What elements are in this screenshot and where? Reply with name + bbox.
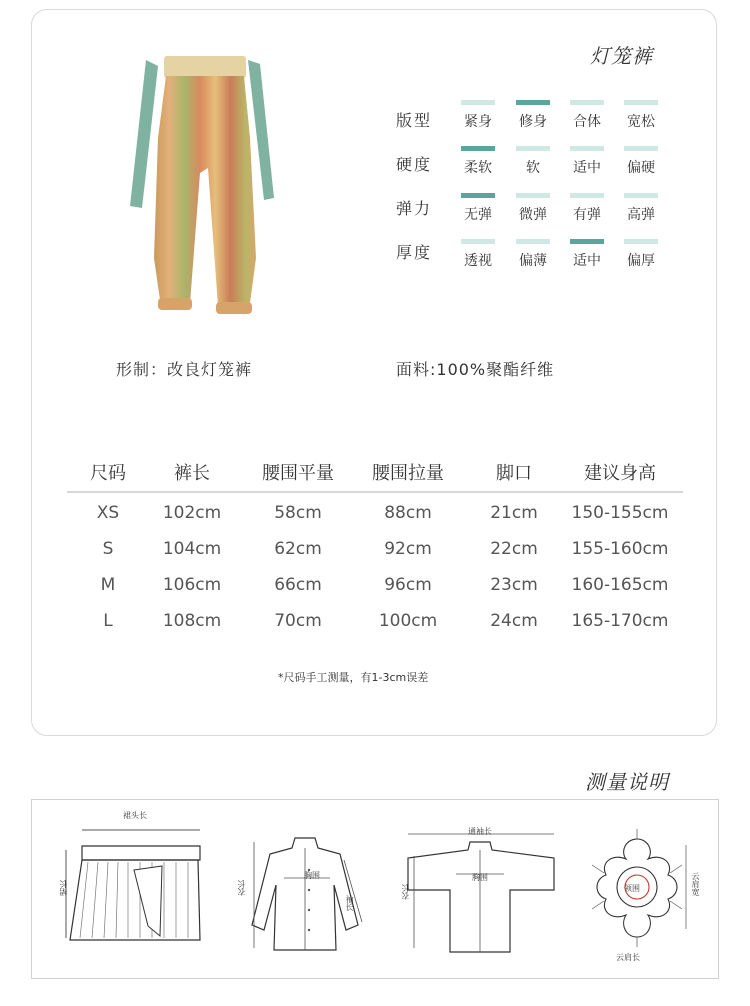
collar-center-label: 领围 bbox=[624, 884, 640, 893]
fit-option-loose: 宽松 bbox=[624, 100, 658, 131]
skirt-length-label: 裙长 bbox=[59, 880, 68, 896]
table-cell: 165-170cm bbox=[571, 611, 669, 631]
table-cell: 102cm bbox=[162, 503, 222, 523]
measure-section-title: 测量说明 bbox=[585, 770, 669, 794]
fit-option-slim: 修身 bbox=[516, 100, 550, 131]
cloud-shoulder-width-label: 云肩宽 bbox=[691, 872, 700, 896]
table-divider bbox=[67, 491, 683, 493]
table-cell: 150-155cm bbox=[571, 503, 669, 523]
table-cell: L bbox=[103, 611, 113, 631]
table-header-size: 尺码 bbox=[90, 463, 126, 484]
table-cell: 104cm bbox=[162, 539, 222, 559]
hardness-option-soft: 柔软 bbox=[461, 146, 495, 177]
hardness-option-soft2: 软 bbox=[516, 146, 550, 177]
table-cell: 66cm bbox=[274, 575, 322, 595]
table-header-waist-flat: 腰围平量 bbox=[262, 463, 334, 484]
shirt-sleeve-label: 袖长 bbox=[345, 895, 354, 911]
elasticity-option-some: 有弹 bbox=[570, 193, 604, 224]
table-cell: 21cm bbox=[490, 503, 538, 523]
table-cell: 96cm bbox=[384, 575, 432, 595]
attr-label-thickness: 厚度 bbox=[396, 243, 433, 262]
table-cell: M bbox=[100, 575, 116, 595]
table-cell: 58cm bbox=[274, 503, 322, 523]
shirt-chest-label: 胸围 bbox=[304, 871, 320, 880]
thickness-option-medium: 适中 bbox=[570, 239, 604, 270]
elasticity-option-high: 高弹 bbox=[624, 193, 658, 224]
thickness-option-thin: 偏薄 bbox=[516, 239, 550, 270]
table-cell: 155-160cm bbox=[571, 539, 669, 559]
table-cell: 92cm bbox=[384, 539, 432, 559]
table-cell: 106cm bbox=[162, 575, 222, 595]
skirt-diagram-icon bbox=[60, 810, 210, 960]
shirt-length-label: 衣长 bbox=[237, 880, 246, 896]
table-cell: S bbox=[102, 539, 114, 559]
jacket-diagram-icon bbox=[400, 828, 560, 960]
table-header-height: 建议身高 bbox=[584, 463, 656, 484]
table-cell: 70cm bbox=[274, 611, 322, 631]
fit-option-regular: 合体 bbox=[570, 100, 604, 131]
table-cell: 22cm bbox=[490, 539, 538, 559]
table-header-hem: 脚口 bbox=[496, 463, 532, 484]
skirt-waist-label: 裙头长 bbox=[123, 811, 147, 820]
table-header-waist-stretch: 腰围拉量 bbox=[372, 463, 444, 484]
jacket-length-label: 衣长 bbox=[401, 884, 410, 900]
elasticity-option-none: 无弹 bbox=[461, 193, 495, 224]
table-cell: XS bbox=[96, 503, 120, 523]
table-cell: 108cm bbox=[162, 611, 222, 631]
table-cell: 23cm bbox=[490, 575, 538, 595]
cloud-shoulder-length-label: 云肩长 bbox=[616, 953, 640, 962]
attr-label-hardness: 硬度 bbox=[396, 155, 433, 174]
measurement-footnote: *尺码手工测量，有1-3cm误差 bbox=[278, 671, 429, 684]
fabric-note: 面料:100%聚酯纤维 bbox=[396, 360, 555, 379]
style-note: 形制：改良灯笼裤 bbox=[116, 360, 253, 379]
thickness-option-thick: 偏厚 bbox=[624, 239, 658, 270]
elasticity-option-slight: 微弹 bbox=[516, 193, 550, 224]
table-cell: 160-165cm bbox=[571, 575, 669, 595]
table-cell: 24cm bbox=[490, 611, 538, 631]
table-cell: 88cm bbox=[384, 503, 432, 523]
jacket-chest-label: 胸围 bbox=[472, 873, 488, 882]
jacket-sleeve-span-label: 通袖长 bbox=[468, 827, 492, 836]
table-cell: 100cm bbox=[378, 611, 438, 631]
hardness-option-medium: 适中 bbox=[570, 146, 604, 177]
thickness-option-sheer: 透视 bbox=[461, 239, 495, 270]
lantern-pants-image bbox=[128, 48, 278, 323]
attr-label-fit: 版型 bbox=[396, 111, 433, 130]
table-cell: 62cm bbox=[274, 539, 322, 559]
attr-label-elasticity: 弹力 bbox=[396, 199, 433, 218]
fit-option-tight: 紧身 bbox=[461, 100, 495, 131]
hardness-option-hard: 偏硬 bbox=[624, 146, 658, 177]
table-header-length: 裤长 bbox=[174, 463, 210, 484]
product-title: 灯笼裤 bbox=[590, 44, 653, 68]
